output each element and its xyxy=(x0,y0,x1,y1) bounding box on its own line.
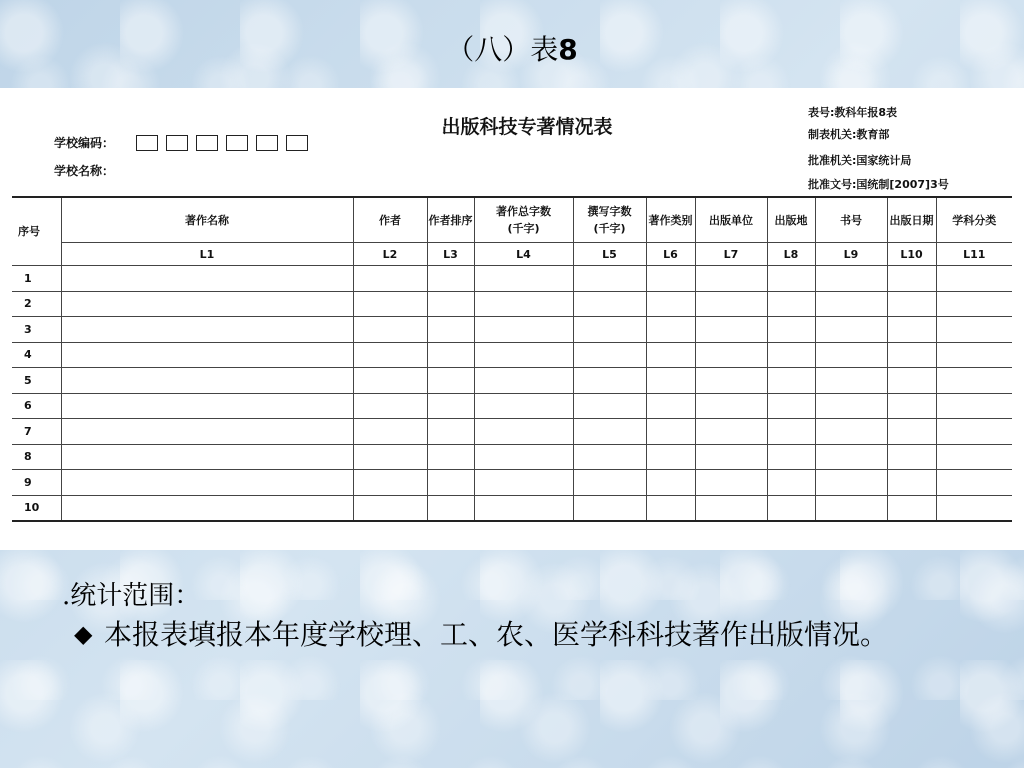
table-cell xyxy=(887,444,936,470)
table-cell xyxy=(936,317,1012,343)
column-header: 著作名称 xyxy=(61,197,353,243)
table-row xyxy=(12,291,1012,317)
row-number: 10 xyxy=(12,495,61,521)
statistics-form xyxy=(0,88,1024,550)
table-cell xyxy=(61,393,353,419)
table-cell xyxy=(815,317,887,343)
table-cell xyxy=(815,393,887,419)
code-box xyxy=(196,135,218,151)
meta-issuing-agency: 制表机关:教育部 xyxy=(808,128,890,141)
row-number: 9 xyxy=(12,470,61,496)
table-cell xyxy=(646,393,695,419)
row-number: 2 xyxy=(12,291,61,317)
column-code: L3 xyxy=(427,243,474,266)
column-code: L1 xyxy=(61,243,353,266)
school-code-label: 学校编码： xyxy=(54,136,115,150)
table-cell xyxy=(427,317,474,343)
table-cell xyxy=(573,291,646,317)
table-cell xyxy=(695,419,767,445)
table-cell xyxy=(646,368,695,394)
form-table xyxy=(12,196,1012,522)
table-cell xyxy=(646,444,695,470)
table-cell xyxy=(646,342,695,368)
table-cell xyxy=(646,470,695,496)
code-box xyxy=(256,135,278,151)
table-cell xyxy=(573,444,646,470)
table-cell xyxy=(936,393,1012,419)
table-cell xyxy=(573,266,646,292)
table-cell xyxy=(936,419,1012,445)
diamond-bullet-icon: ◆ xyxy=(74,620,93,648)
table-cell xyxy=(695,444,767,470)
table-cell xyxy=(61,368,353,394)
table-cell xyxy=(695,495,767,521)
table-cell xyxy=(474,470,573,496)
table-cell xyxy=(474,419,573,445)
table-cell xyxy=(427,419,474,445)
table-cell xyxy=(427,470,474,496)
table-cell xyxy=(61,470,353,496)
table-cell xyxy=(887,368,936,394)
table-cell xyxy=(474,266,573,292)
table-cell xyxy=(646,317,695,343)
column-header: 出版日期 xyxy=(887,197,936,243)
code-box xyxy=(226,135,248,151)
table-cell xyxy=(573,393,646,419)
table-cell xyxy=(61,495,353,521)
column-header: 学科分类 xyxy=(936,197,1012,243)
column-code: L5 xyxy=(573,243,646,266)
table-cell xyxy=(61,317,353,343)
table-cell xyxy=(767,291,815,317)
table-cell xyxy=(573,342,646,368)
column-header: 著作总字数 (千字) xyxy=(474,197,573,243)
table-cell xyxy=(573,470,646,496)
table-row xyxy=(12,444,1012,470)
column-code: L8 xyxy=(767,243,815,266)
slide-title-prefix: （八）表 xyxy=(446,33,559,66)
table-cell xyxy=(573,419,646,445)
table-cell xyxy=(353,368,427,394)
column-header: 作者排序 xyxy=(427,197,474,243)
table-cell xyxy=(936,444,1012,470)
seq-header: 序号 xyxy=(12,197,61,266)
table-cell xyxy=(936,495,1012,521)
meta-approving-agency: 批准机关:国家统计局 xyxy=(808,154,912,167)
meta-approval-number: 批准文号:国统制[2007]3号 xyxy=(808,178,949,191)
code-box xyxy=(136,135,158,151)
table-cell xyxy=(427,291,474,317)
table-cell xyxy=(815,419,887,445)
table-cell xyxy=(61,266,353,292)
table-cell xyxy=(573,495,646,521)
table-cell xyxy=(767,342,815,368)
table-cell xyxy=(474,495,573,521)
column-header: 著作类别 xyxy=(646,197,695,243)
table-cell xyxy=(767,266,815,292)
table-row xyxy=(12,470,1012,496)
table-cell xyxy=(427,393,474,419)
school-code-boxes xyxy=(136,135,308,151)
code-box xyxy=(286,135,308,151)
column-code: L2 xyxy=(353,243,427,266)
table-cell xyxy=(936,368,1012,394)
table-cell xyxy=(767,419,815,445)
row-number: 7 xyxy=(12,419,61,445)
column-header: 撰写字数 (千字) xyxy=(573,197,646,243)
table-cell xyxy=(427,495,474,521)
table-cell xyxy=(474,291,573,317)
column-header: 出版地 xyxy=(767,197,815,243)
table-cell xyxy=(695,317,767,343)
table-cell xyxy=(353,470,427,496)
table-cell xyxy=(887,393,936,419)
table-cell xyxy=(887,317,936,343)
table-cell xyxy=(815,470,887,496)
table-cell xyxy=(815,266,887,292)
table-cell xyxy=(815,444,887,470)
table-cell xyxy=(695,266,767,292)
table-cell xyxy=(695,291,767,317)
table-row xyxy=(12,368,1012,394)
slide-title-number: 8 xyxy=(558,33,578,66)
table-cell xyxy=(474,393,573,419)
table-cell xyxy=(573,317,646,343)
table-cell xyxy=(427,342,474,368)
table-row xyxy=(12,266,1012,292)
table-cell xyxy=(695,368,767,394)
table-cell xyxy=(767,470,815,496)
row-number: 4 xyxy=(12,342,61,368)
school-name-label: 学校名称： xyxy=(54,164,115,178)
table-cell xyxy=(474,317,573,343)
row-number: 8 xyxy=(12,444,61,470)
table-cell xyxy=(61,444,353,470)
column-header: 出版单位 xyxy=(695,197,767,243)
table-cell xyxy=(767,368,815,394)
table-cell xyxy=(695,470,767,496)
row-number: 5 xyxy=(12,368,61,394)
table-cell xyxy=(887,495,936,521)
table-cell xyxy=(353,291,427,317)
table-cell xyxy=(936,266,1012,292)
table-cell xyxy=(887,419,936,445)
table-cell xyxy=(767,495,815,521)
school-code-field xyxy=(54,134,308,151)
table-cell xyxy=(646,291,695,317)
table-cell xyxy=(695,393,767,419)
table-cell xyxy=(61,419,353,445)
table-cell xyxy=(887,266,936,292)
row-number: 1 xyxy=(12,266,61,292)
row-number: 3 xyxy=(12,317,61,343)
table-cell xyxy=(573,368,646,394)
table-cell xyxy=(427,266,474,292)
table-row xyxy=(12,419,1012,445)
row-number: 6 xyxy=(12,393,61,419)
table-cell xyxy=(695,342,767,368)
table-cell xyxy=(427,368,474,394)
column-code: L9 xyxy=(815,243,887,266)
table-cell xyxy=(474,368,573,394)
table-cell xyxy=(936,470,1012,496)
table-cell xyxy=(815,291,887,317)
table-cell xyxy=(646,266,695,292)
column-code: L7 xyxy=(695,243,767,266)
table-cell xyxy=(887,342,936,368)
column-code: L6 xyxy=(646,243,695,266)
table-cell xyxy=(815,495,887,521)
table-cell xyxy=(474,342,573,368)
table-cell xyxy=(61,291,353,317)
table-row xyxy=(12,317,1012,343)
table-cell xyxy=(353,419,427,445)
table-row xyxy=(12,393,1012,419)
table-cell xyxy=(61,342,353,368)
table-cell xyxy=(887,470,936,496)
table-cell xyxy=(646,419,695,445)
table-cell xyxy=(353,317,427,343)
table-cell xyxy=(767,317,815,343)
table-cell xyxy=(646,495,695,521)
table-cell xyxy=(353,342,427,368)
form-title: 出版科技专著情况表 xyxy=(441,116,613,138)
table-cell xyxy=(353,444,427,470)
scope-text: 本报表填报本年度学校理、工、农、医学科科技著作出版情况。 xyxy=(104,618,889,651)
table-cell xyxy=(936,291,1012,317)
meta-form-number: 表号:教科年报8表 xyxy=(808,106,898,119)
table-cell xyxy=(353,393,427,419)
code-box xyxy=(166,135,188,151)
scope-label: .统计范围： xyxy=(62,581,201,611)
table-cell xyxy=(815,342,887,368)
slide-title xyxy=(0,28,1024,68)
column-code: L4 xyxy=(474,243,573,266)
table-row xyxy=(12,342,1012,368)
table-cell xyxy=(767,393,815,419)
table-cell xyxy=(887,291,936,317)
column-header: 作者 xyxy=(353,197,427,243)
table-row xyxy=(12,495,1012,521)
table-cell xyxy=(353,495,427,521)
table-cell xyxy=(767,444,815,470)
table-cell xyxy=(353,266,427,292)
scope-bullet xyxy=(74,618,974,651)
table-cell xyxy=(936,342,1012,368)
table-cell xyxy=(815,368,887,394)
column-code: L11 xyxy=(936,243,1012,266)
column-header: 书号 xyxy=(815,197,887,243)
column-code: L10 xyxy=(887,243,936,266)
table-cell xyxy=(474,444,573,470)
table-cell xyxy=(427,444,474,470)
